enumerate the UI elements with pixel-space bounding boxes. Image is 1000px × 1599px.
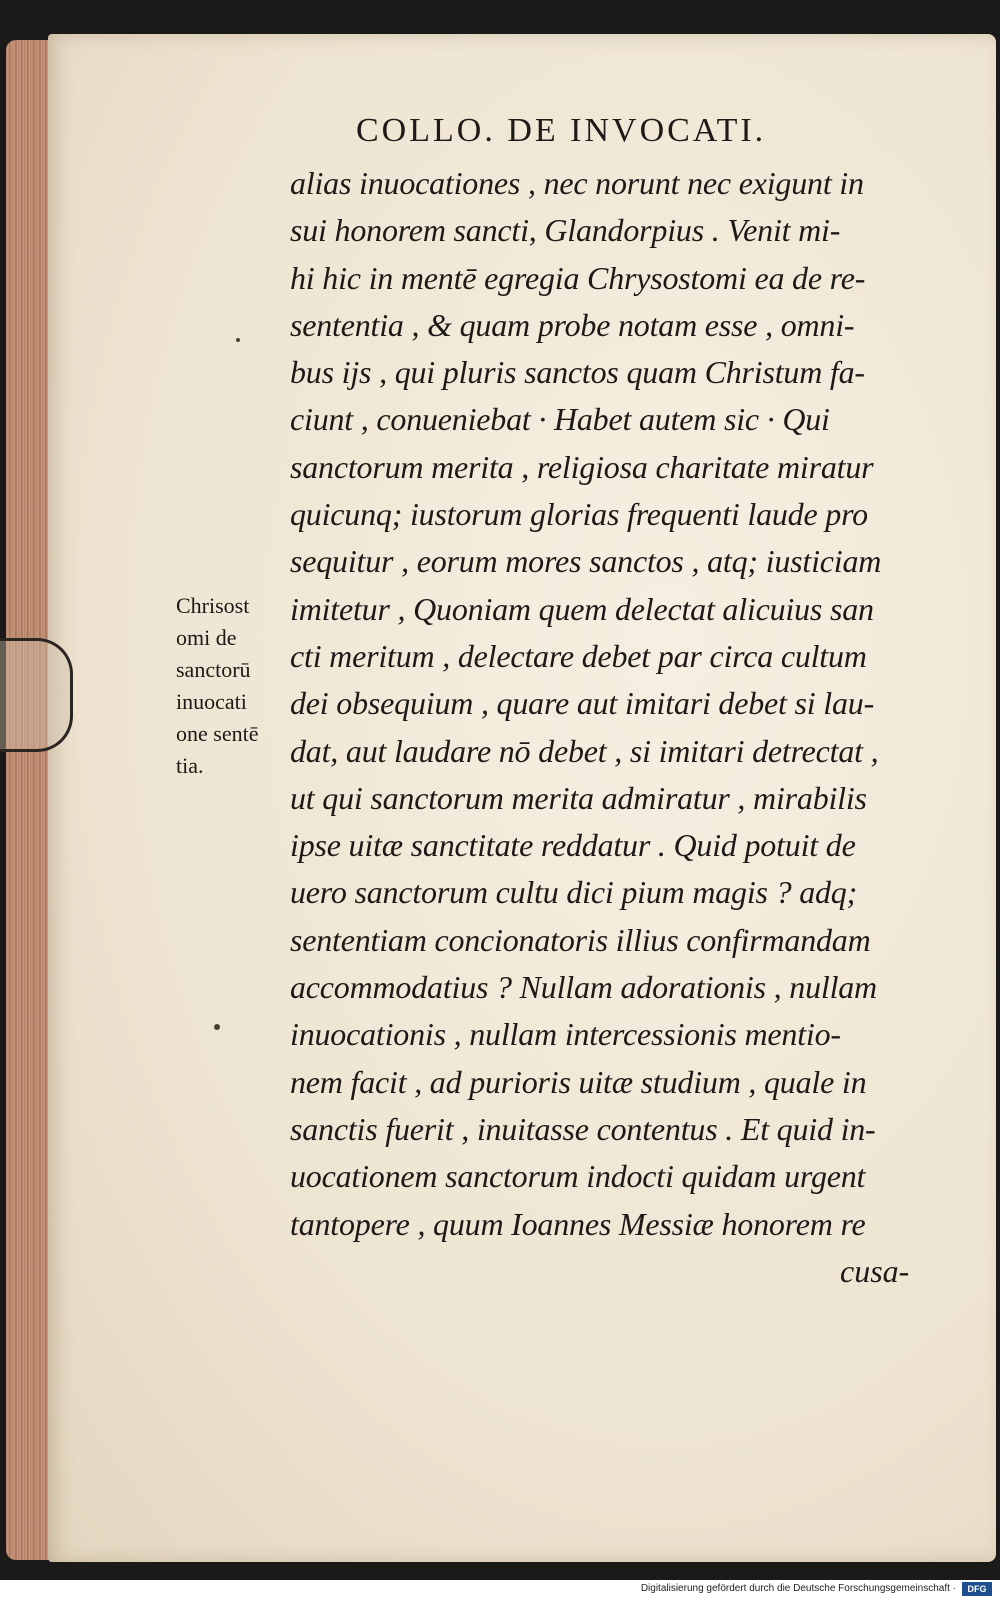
running-head: COLLO. DE INVOCATI. (356, 112, 767, 149)
text-line: dat, aut laudare nō debet , si imitari detrectat , (290, 732, 879, 769)
text-line: ciunt , conueniebat · Habet autem sic · Qui (290, 401, 830, 438)
text-line: sequitur , eorum mores sanctos , atq; iusticiam (290, 543, 882, 580)
text-line: dei obsequium , quare aut imitari debet si lau- (290, 685, 875, 722)
text-line: ut qui sanctorum merita admiratur , mirabilis (290, 779, 867, 816)
margin-note-line: one sentē (176, 721, 259, 746)
text-line: alias inuocationes , nec norunt nec exigunt in (290, 165, 864, 201)
text-line: imitetur , Quoniam quem delectat alicuius san (290, 590, 874, 627)
text-line: uocationem sanctorum indocti quidam urgent (290, 1158, 866, 1195)
text-line: quicunq; iustorum glorias frequenti laude pro (290, 496, 868, 533)
text-line: nem facit , ad purioris uitæ studium , quale in (290, 1063, 867, 1100)
text-line: sententiam concionatoris illius confirmandam (290, 921, 871, 958)
ink-speck (214, 1024, 220, 1030)
text-line: ipse uitæ sanctitate reddatur . Quid potuit de (290, 827, 856, 864)
text-line: hi hic in mentē egregia Chrysostomi ea de re- (290, 259, 866, 296)
page-clip (0, 638, 73, 752)
margin-note-line: inuocati (176, 689, 247, 714)
text-line: sui honorem sancti, Glandorpius . Venit mi- (290, 212, 841, 249)
text-line: accommodatius ? Nullam adorationis , nullam (290, 969, 877, 1006)
margin-note-line: omi de (176, 625, 237, 650)
digitization-credit: Digitalisierung gefördert durch die Deutsche Forschungsgemeinschaft · (640, 1583, 956, 1594)
text-line: sanctis fuerit , inuitasse contentus . Et quid in- (290, 1110, 876, 1147)
text-line: tantopere , quum Ioannes Messiæ honorem re (290, 1205, 866, 1242)
dfg-logo: DFG (962, 1582, 992, 1596)
text-line: sententia , & quam probe notam esse , omni- (290, 306, 855, 343)
ink-speck (236, 338, 240, 342)
margin-note-line: tia. (176, 753, 204, 778)
margin-note (176, 590, 258, 782)
margin-note-line: sanctorū (176, 657, 251, 682)
body-text (290, 160, 930, 1248)
text-line: sanctorum merita , religiosa charitate miratur (290, 448, 874, 485)
text-line: bus ijs , qui pluris sanctos quam Christum fa- (290, 354, 865, 391)
margin-note-line: Chrisost (176, 593, 250, 618)
text-line: uero sanctorum cultu dici pium magis ? adq; (290, 874, 858, 911)
text-line: inuocationis , nullam intercessionis mentio- (290, 1016, 841, 1053)
catchword: cusa- (840, 1253, 910, 1289)
text-line: cti meritum , delectare debet par circa cultum (290, 637, 867, 674)
